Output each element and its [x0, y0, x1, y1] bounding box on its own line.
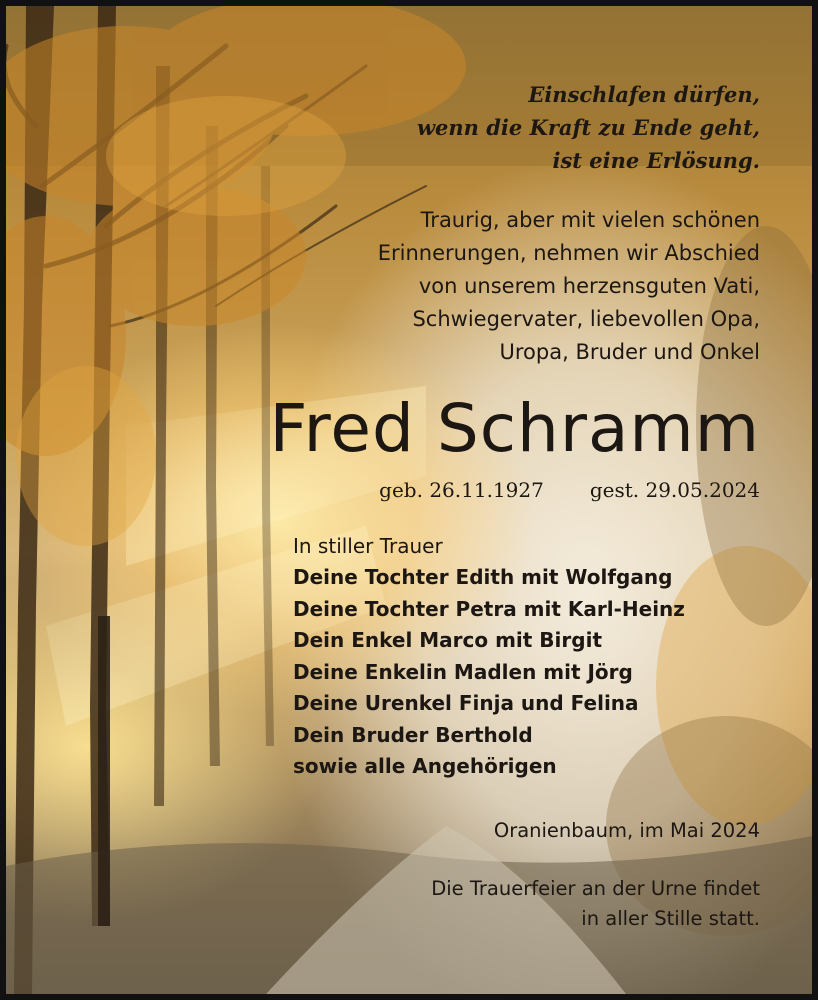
announcement-line: Traurig, aber mit vielen schönen	[420, 208, 760, 232]
mourner-entry: Deine Enkelin Madlen mit Jörg	[293, 659, 633, 684]
death-date: gest. 29.05.2024	[589, 478, 760, 502]
place-and-date: Oranienbaum, im Mai 2024	[493, 819, 760, 842]
motto-line: wenn die Kraft zu Ende geht,	[416, 115, 760, 140]
mourner-entry: Deine Urenkel Finja und Felina	[293, 691, 639, 715]
announcement-line: von unserem herzensguten Vati,	[418, 274, 760, 298]
announcement-text	[378, 204, 760, 369]
motto-line: ist eine Erlösung.	[552, 148, 760, 173]
announcement-line: Erinnerungen, nehmen wir Abschied	[377, 241, 760, 265]
motto-verse	[417, 78, 760, 177]
mourner-entry: sowie alle Angehörigen	[293, 754, 557, 778]
ceremony-note	[431, 874, 760, 934]
announcement-line: Uropa, Bruder und Onkel	[499, 340, 760, 364]
mourner-entry: Deine Tochter Edith mit Wolfgang	[293, 565, 673, 589]
announcement-line: Schwiegervater, liebevollen Opa,	[412, 307, 760, 331]
mourners-intro: In stiller Trauer	[293, 534, 443, 558]
mourners-list	[293, 562, 685, 783]
mourner-entry: Dein Bruder Berthold	[293, 722, 533, 747]
deceased-name: Fred Schramm	[269, 390, 760, 467]
ceremony-line: Die Trauerfeier an der Urne findet	[431, 877, 760, 900]
life-dates	[379, 474, 760, 506]
mourner-entry: Dein Enkel Marco mit Birgit	[293, 628, 603, 652]
mourner-entry: Deine Tochter Petra mit Karl-Heinz	[293, 596, 685, 621]
motto-line: Einschlafen dürfen,	[528, 82, 760, 107]
ceremony-line: in aller Stille statt.	[581, 907, 760, 930]
birth-date: geb. 26.11.1927	[379, 478, 544, 502]
